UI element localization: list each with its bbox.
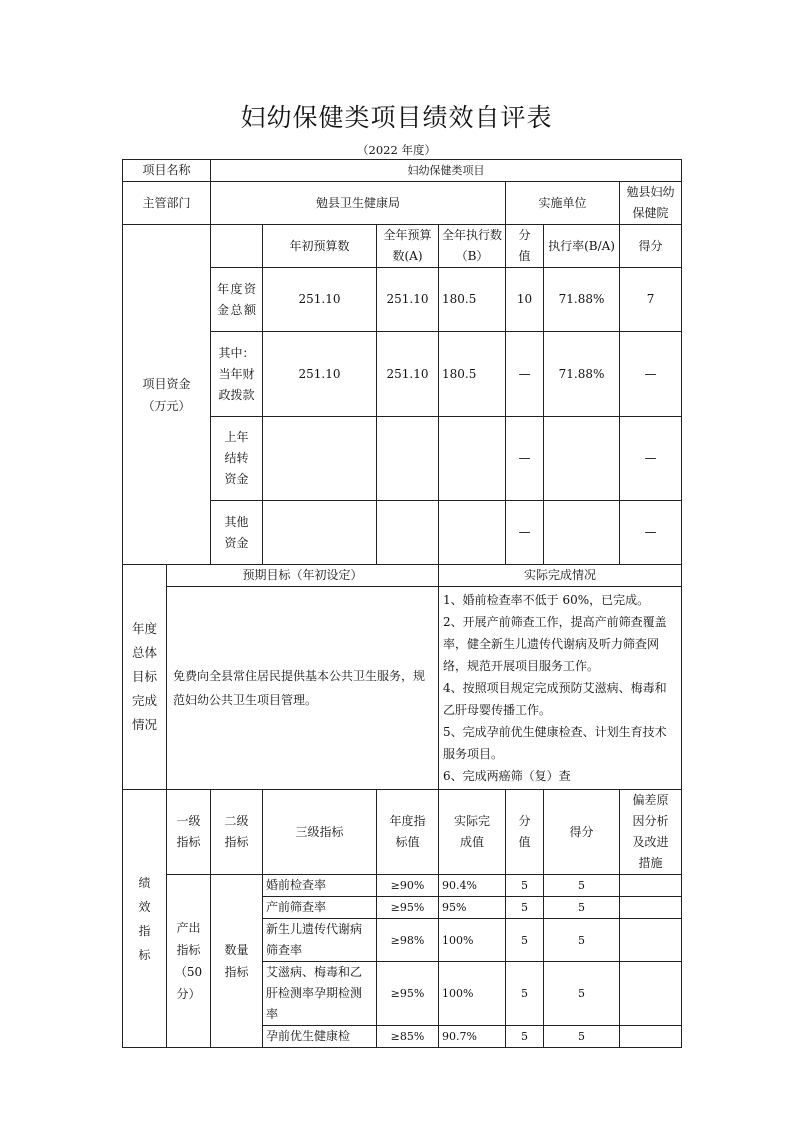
ind-name: 新生儿遗传代谢病筛查率 [263, 919, 377, 962]
funds-header-budget: 年初预算数 [263, 225, 377, 268]
actual-item: 5、完成孕前优生健康检查、计划生育技术服务项目。 [443, 725, 667, 761]
funds-row-rate: 71.88% [544, 332, 620, 417]
funds-row-annual [377, 501, 439, 565]
ind-max: 5 [506, 897, 544, 919]
funds-row-score: — [620, 501, 682, 565]
funds-header-rate: 执行率(B/A) [544, 225, 620, 268]
funds-row-exec [439, 501, 506, 565]
actual-goal [439, 587, 682, 790]
actual-item: 1、婚前检查率不低于 60%，已完成。 [443, 593, 650, 607]
indicator-row [123, 875, 682, 897]
funds-header-blank [211, 225, 263, 268]
ind-score: 5 [544, 875, 620, 897]
ind-header-max: 分值 [506, 790, 544, 875]
goals-label [123, 565, 167, 790]
actual-item: 6、完成两癌筛（复）查 [443, 769, 571, 783]
ind-max: 5 [506, 1026, 544, 1048]
ind-level2-text: 数量指标 [224, 943, 249, 979]
ind-note [620, 875, 682, 897]
funds-label [123, 225, 211, 565]
ind-actual: 90.7% [439, 1026, 506, 1048]
funds-row-label: 年度资金总额 [211, 268, 263, 332]
ind-score: 5 [544, 919, 620, 962]
ind-name: 艾滋病、梅毒和乙肝检测率孕期检测率 [263, 962, 377, 1026]
actual-item: 2、开展产前筛查工作，提高产前筛查覆盖率，健全新生儿遗传代谢病及听力筛查网络，规范开展项目服务工作。 [443, 615, 667, 673]
ind-level1 [167, 875, 211, 1048]
funds-row-score-max: 10 [506, 268, 544, 332]
dept-value: 勉县卫生健康局 [211, 182, 506, 225]
ind-header-level1: 一级指标 [167, 790, 211, 875]
funds-row-budget [263, 501, 377, 565]
funds-label-text: 项目资金（万元） [142, 376, 191, 413]
ind-header-actual: 实际完成值 [439, 790, 506, 875]
funds-row-exec: 180.5 [439, 332, 506, 417]
funds-header-score: 得分 [620, 225, 682, 268]
ind-name: 婚前检查率 [263, 875, 377, 897]
funds-row-score: 7 [620, 268, 682, 332]
funds-header-exec: 全年执行数（B） [439, 225, 506, 268]
indicators-label-text: 绩效指标 [138, 875, 151, 962]
ind-note [620, 919, 682, 962]
page-title: 妇幼保健类项目绩效自评表 [240, 103, 553, 132]
funds-row-score-max: — [506, 501, 544, 565]
ind-target: ≥90% [377, 875, 439, 897]
expected-goal: 免费向全县常住居民提供基本公共卫生服务，规范妇幼公共卫生项目管理。 [167, 587, 439, 790]
ind-note [620, 962, 682, 1026]
funds-row-budget: 251.10 [263, 268, 377, 332]
ind-level2 [211, 875, 263, 1048]
actual-header: 实际完成情况 [439, 565, 682, 587]
ind-max: 5 [506, 875, 544, 897]
funds-row-exec: 180.5 [439, 268, 506, 332]
ind-note [620, 897, 682, 919]
ind-name: 孕前优生健康检 [263, 1026, 377, 1048]
ind-level1-text: 产出指标（50分） [174, 921, 203, 1001]
funds-row-annual [377, 417, 439, 501]
indicators-label [123, 790, 167, 1048]
goals-label-text: 年度总体目标完成情况 [131, 621, 157, 732]
funds-header-annual: 全年预算数(A) [377, 225, 439, 268]
ind-target: ≥95% [377, 897, 439, 919]
funds-row-label: 上年结转资金 [211, 417, 263, 501]
ind-actual: 100% [439, 962, 506, 1026]
ind-score: 5 [544, 1026, 620, 1048]
ind-max: 5 [506, 962, 544, 1026]
ind-name: 产前筛查率 [263, 897, 377, 919]
impl-unit-label: 实施单位 [506, 182, 620, 225]
funds-row-label: 其中：当年财政拨款 [211, 332, 263, 417]
impl-unit-value: 勉县妇幼保健院 [620, 182, 682, 225]
funds-row-rate: 71.88% [544, 268, 620, 332]
ind-header-level3: 三级指标 [263, 790, 377, 875]
dept-label: 主管部门 [123, 182, 211, 225]
ind-note [620, 1026, 682, 1048]
project-name-value: 妇幼保健类项目 [211, 160, 682, 182]
ind-actual: 95% [439, 897, 506, 919]
funds-row-rate [544, 501, 620, 565]
funds-header-score-max: 分值 [506, 225, 544, 268]
ind-header-target: 年度指标值 [377, 790, 439, 875]
ind-header-note: 偏差原因分析及改进措施 [620, 790, 682, 875]
funds-row-exec [439, 417, 506, 501]
ind-score: 5 [544, 962, 620, 1026]
project-name-label: 项目名称 [123, 160, 211, 182]
ind-actual: 100% [439, 919, 506, 962]
funds-row-rate [544, 417, 620, 501]
ind-score: 5 [544, 897, 620, 919]
funds-row-score: — [620, 332, 682, 417]
ind-max: 5 [506, 919, 544, 962]
funds-row-annual: 251.10 [377, 332, 439, 417]
funds-row-annual: 251.10 [377, 268, 439, 332]
funds-row-score-max: — [506, 332, 544, 417]
expected-header: 预期目标（年初设定） [167, 565, 439, 587]
ind-target: ≥85% [377, 1026, 439, 1048]
funds-row-score: — [620, 417, 682, 501]
funds-row-score-max: — [506, 417, 544, 501]
funds-row-label: 其他资金 [211, 501, 263, 565]
ind-target: ≥95% [377, 962, 439, 1026]
ind-target: ≥98% [377, 919, 439, 962]
funds-row-budget [263, 417, 377, 501]
ind-header-level2: 二级指标 [211, 790, 263, 875]
ind-header-score: 得分 [544, 790, 620, 875]
actual-item: 4、按照项目规定完成预防艾滋病、梅毒和乙肝母婴传播工作。 [443, 681, 667, 717]
ind-actual: 90.4% [439, 875, 506, 897]
report-year: （2022 年度） [357, 143, 436, 157]
evaluation-table [122, 159, 682, 1048]
funds-row-budget: 251.10 [263, 332, 377, 417]
